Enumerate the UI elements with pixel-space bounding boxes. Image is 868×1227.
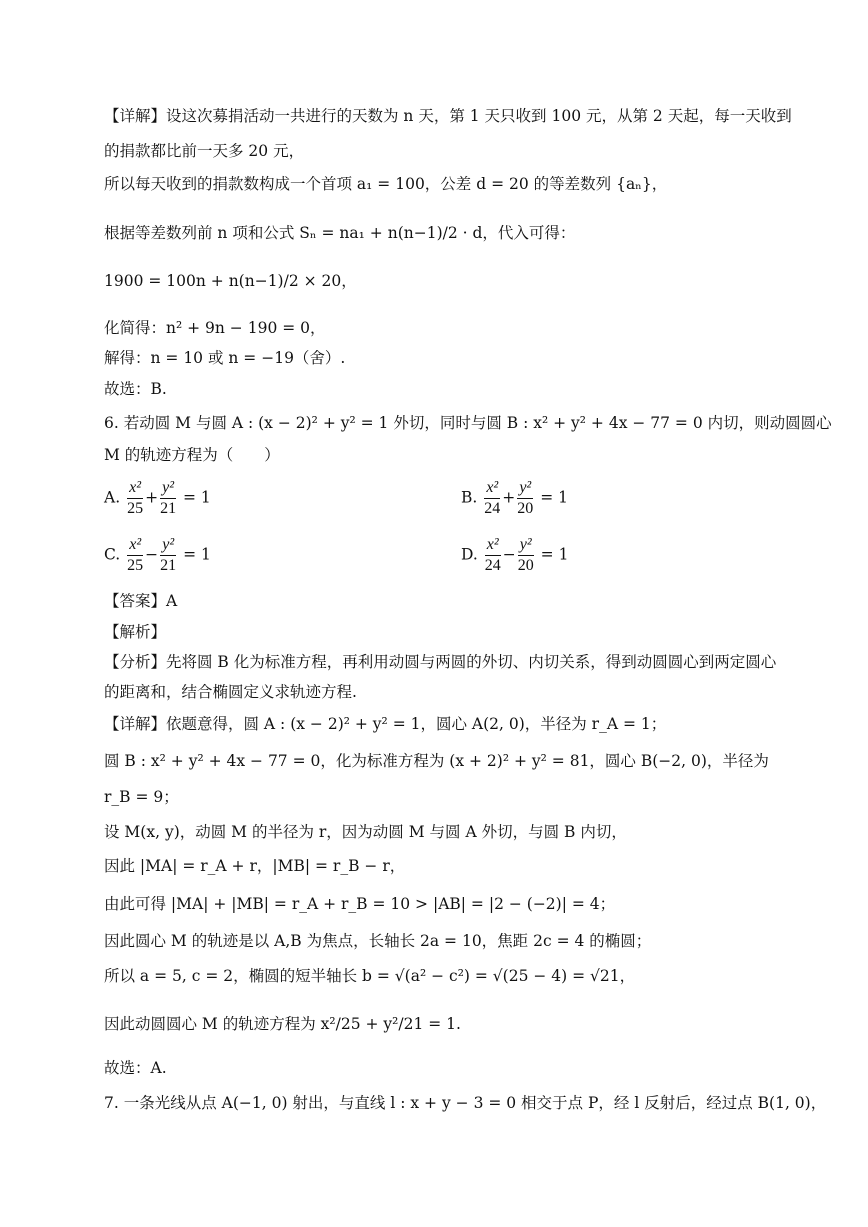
text-line: 7. 一条光线从点 A(−1, 0) 射出，与直线 l : x + y − 3 = 0 相交于点 P，经 l 反射后，经过点 B(1, 0)， [104,1094,827,1112]
fraction: $\frac{\text{y²}}{20}$ [517,536,534,574]
option-label: D. [461,545,478,564]
text-line: M 的轨迹方程为（ ） [104,446,280,464]
option-label: A. [104,488,121,507]
text-line: 故选：B. [104,380,167,398]
text-line: 【答案】A [104,592,178,610]
text-line: 【详解】依题意得，圆 A : (x − 2)² + y² = 1，圆心 A(2, 0)，半径为 r_A = 1； [104,715,667,733]
text-line: 故选：A. [104,1059,167,1077]
equals-one: = 1 [535,545,569,564]
text-line: 的距离和，结合椭圆定义求轨迹方程. [104,683,357,701]
text-line: 所以 a = 5, c = 2，椭圆的短半轴长 b = √(a² − c²) = √(25 − 4) = √21， [104,967,636,985]
text-line: 1900 = 100n + n(n−1)/2 × 20， [104,272,357,290]
text-line: 化简得：n² + 9n − 190 = 0， [104,319,326,337]
equals-one: = 1 [178,488,211,507]
option-a [104,478,211,519]
fraction: $\frac{\text{y²}}{21}$ [160,479,177,517]
option-b [461,478,568,519]
option-label: B. [461,488,478,507]
text-line: 因此圆心 M 的轨迹是以 A,B 为焦点，长轴长 2a = 10，焦距 2c = 4 的椭圆； [104,932,652,950]
text-line: 所以每天收到的捐款数构成一个首项 a₁ = 100，公差 d = 20 的等差数列 {aₙ}， [104,175,668,193]
operator: − [145,545,159,564]
fraction: $\frac{\text{y²}}{21}$ [160,536,177,574]
operator: + [502,488,516,507]
operator: − [502,545,516,564]
equals-one: = 1 [178,545,211,564]
fraction: $\frac{\text{x²}}{25}$ [127,536,144,574]
text-line: 因此动圆圆心 M 的轨迹方程为 x²/25 + y²/21 = 1. [104,1015,461,1033]
text-line: 因此 |MA| = r_A + r，|MB| = r_B − r， [104,857,406,875]
text-line: 【分析】先将圆 B 化为标准方程，再利用动圆与两圆的外切、内切关系，得到动圆圆心到两定圆心 [104,653,777,671]
option-label: C. [104,545,121,564]
text-line: 根据等差数列前 n 项和公式 Sₙ = na₁ + n(n−1)/2 · d，代入可得： [104,224,576,242]
text-line: 【详解】设这次募捐活动一共进行的天数为 n 天，第 1 天只收到 100 元，从第 2 天起，每一天收到 [104,107,792,125]
fraction: $\frac{\text{x²}}{25}$ [127,479,144,517]
text-line: 【解析】 [104,623,167,641]
fraction: $\frac{\text{x²}}{24}$ [484,479,501,517]
text-line: 由此可得 |MA| + |MB| = r_A + r_B = 10 > |AB| = |2 − (−2)| = 4； [104,895,616,913]
text-line: 6. 若动圆 M 与圆 A : (x − 2)² + y² = 1 外切，同时与圆 B : x² + y² + 4x − 77 = 0 内切，则动圆圆心 [104,414,832,432]
text-line: 解得：n = 10 或 n = −19（舍）. [104,349,346,367]
text-line: 的捐款都比前一天多 20 元， [104,142,305,160]
equals-one: = 1 [535,488,568,507]
option-c [104,535,211,576]
fraction: $\frac{\text{y²}}{20}$ [517,479,534,517]
text-line: 圆 B : x² + y² + 4x − 77 = 0，化为标准方程为 (x + 2)² + y² = 81，圆心 B(−2, 0)，半径为 [104,752,769,770]
option-d [461,535,568,576]
text-line: r_B = 9； [104,788,179,806]
operator: + [145,488,159,507]
text-line: 设 M(x, y)，动圆 M 的半径为 r，因为动圆 M 与圆 A 外切，与圆 B 内切， [104,823,627,841]
fraction: $\frac{\text{x²}}{24}$ [484,536,501,574]
